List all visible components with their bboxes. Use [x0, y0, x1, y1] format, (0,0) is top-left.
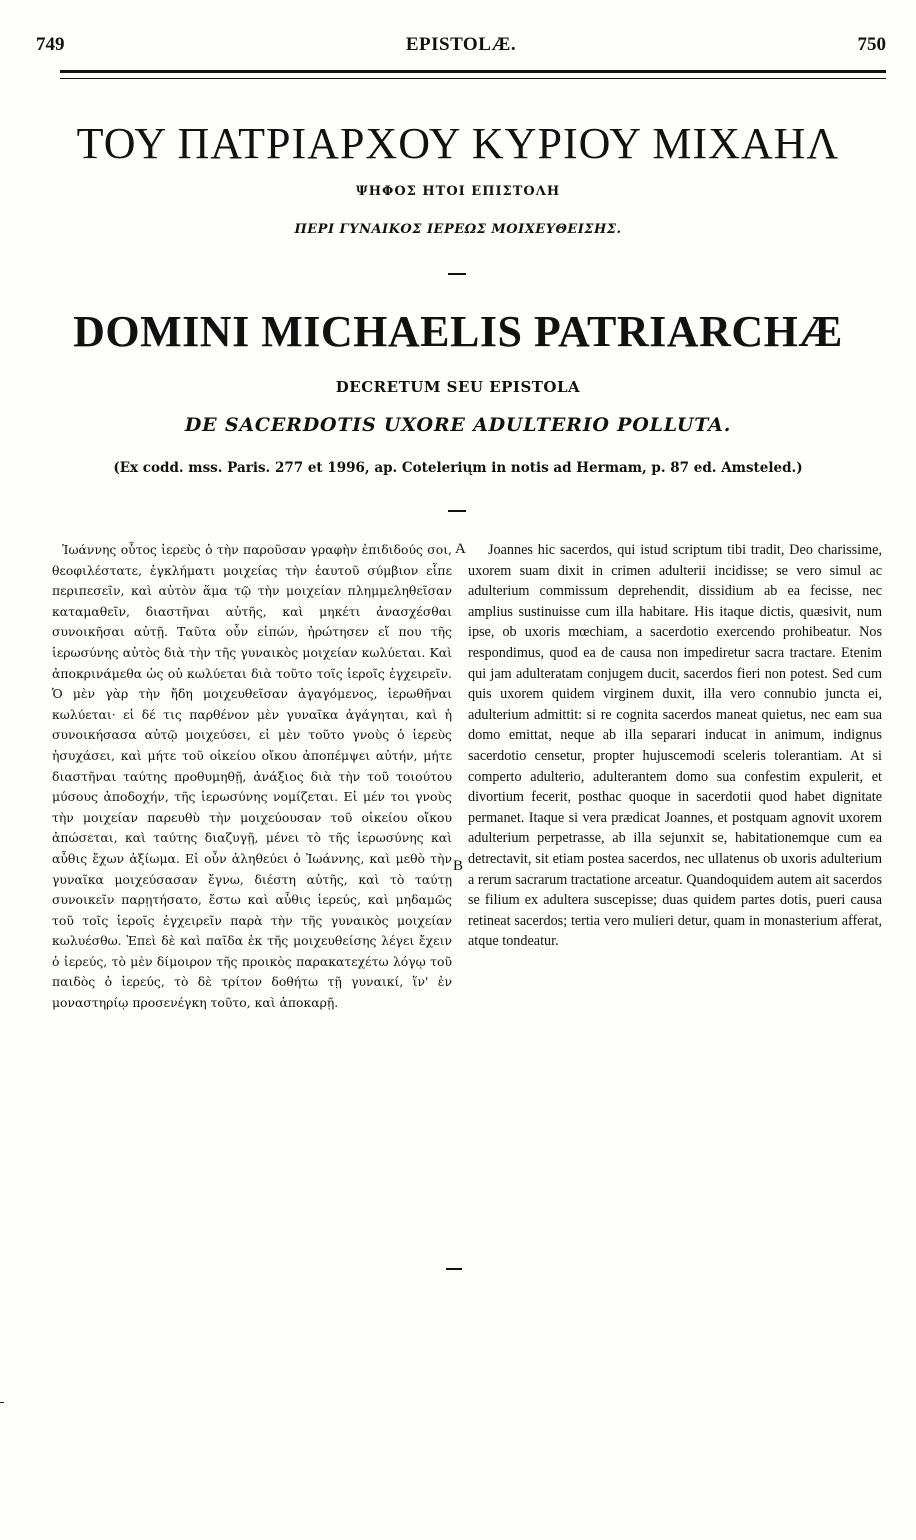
section-divider — [448, 273, 466, 275]
latin-subject: DE SACERDOTIS UXORE ADULTERIO POLLUTA. — [184, 414, 732, 436]
margin-marker-b: B — [453, 858, 464, 874]
greek-column — [52, 540, 452, 1014]
left-page-number: 749 — [36, 34, 65, 55]
margin-marker-a: A — [455, 541, 466, 557]
scan-edge-mark — [0, 1402, 4, 1403]
right-page-number: 750 — [857, 34, 886, 55]
greek-subject: ΠΕΡΙ ΓΥΝΑΙΚΟΣ ΙΕΡΕΩΣ ΜΟΙΧΕΥΘΕΙΣΗΣ. — [294, 222, 622, 237]
section-divider — [448, 510, 466, 512]
running-head — [36, 34, 886, 60]
end-divider — [446, 1268, 462, 1270]
header-rule-thick — [60, 70, 886, 73]
greek-subtitle: ΨΗΦΟΣ ΗΤΟΙ ΕΠΙΣΤΟΛΗ — [355, 184, 561, 199]
latin-column — [468, 540, 882, 952]
greek-title: ΤΟΥ ΠΑΤΡΙΑΡΧΟΥ ΚΥΡΙΟΥ ΜΙΧΑΗΛ — [76, 119, 840, 168]
latin-title: DOMINI MICHAELIS PATRIARCHÆ — [73, 307, 843, 356]
latin-subtitle: DECRETUM SEU EPISTOLA — [335, 378, 581, 396]
greek-paragraph: Ἰωάννης οὗτος ἱερεὺς ὁ τὴν παροῦσαν γραφὴν ἐπιδιδούς σοι, θεοφιλέστατε, ἐγκλήματι μοιχείας τὴν ἑαυτοῦ σύμβιον εἶπε περιπεσεῖν, καὶ αὐτὸν ἅμα τῷ τὴν μοιχείαν πλημμεληθεῖσαν καταμαθεῖν, διαστῆναι αὐτῆς, καὶ μηκέτι ἀνασχέσθαι συνοικῆσαι αὐτῇ. Ταῦτα οὖν εἰπών, ἠρώτησεν εἴ που τῆς ἱερωσύνης αὐτὸς διὰ τὴν τῆς γυναικὸς μοιχείαν κωλύεται. Καὶ ἀποκρινάμεθα ὡς οὐ κωλύεται διὰ τοῦτο τοῖς ἱεροῖς ἐγχειρεῖν. Ὁ μὲν γὰρ τὴν ἤδη μοιχευθεῖσαν ἀγαγόμενος, ἱερωθῆναι κωλύεται· εἰ δέ τις παρθένον μὲν γυναῖκα ἀγάγηται, καὶ ἡ συνοικήσασα αὐτῷ μοιχεύσει, εἰ μὲν τοῦτο γνοὺς ὁ ἱερεὺς ἡσυχάσει, καὶ μήτε τοῦ οἰκείου οἴκου ἀποπέμψει αὐτήν, μήτε διαστῆναι ταύτης προθυμηθῇ, ἀνάξιος διὰ τὴν τοῦ τοιούτου μύσους ἀποδοχήν, τῆς ἱερωσύνης νομίζεται. Εἰ μέν τοι γνοὺς τὴν μοιχείαν παρευθὺ τὴν μοιχεύουσαν τοῦ οἰκείου οἴκου ἀπώσεται, καὶ ταύτης διαζυγῇ, μένει τὸ τῆς ἱερωσύνης καὶ αὖθις ἔχων ἀξίωμα. Εἰ οὖν ἀληθεύει ὁ Ἰωάννης, καὶ μεθὸ τὴν γυναῖκα μοιχεύσασαν ἔγνω, διέστη αὐτῆς, καὶ τὸ ταύτῃ συνοικεῖν παρῃτήσατο, ἔστω καὶ αὖθις ἱερεύς, καὶ μηδαμῶς τοῦ τοῖς ἱεροῖς ἐγχειρεῖν παρὰ τὴν τῆς γυναικὸς μοιχείαν κωλυέσθω. Ἐπεὶ δὲ καὶ παῖδα ἐκ τῆς μοιχευθείσης λέγει ἔχειν ὁ ἱερεύς, τὸ μὲν δίμοιρον τῆς προικὸς παρακατεχέτω λόγῳ τοῦ παιδὸς ὁ ἱερεύς, τὸ δὲ τρίτον δοθήτω τῇ γυναικί, ἵν' ἐν μοναστηρίῳ προσενέγκη τοῦτο, καὶ ἀποκαρῇ. — [52, 542, 452, 1011]
header-rule-thin — [60, 78, 886, 79]
latin-paragraph: Joannes hic sacerdos, qui istud scriptum tibi tradit, Deo charissime, uxorem suam dixit in crimen adulterii incidisse; se vero simul ac adulterium commissum deprehendit, dissidium ab ea fecisse, nec amplius sustinuisse cum illa habitare. His itaque dictis, quæsivit, num ipse, ob uxoris mœchiam, a sacerdotio exercendo prohibeatur. Nos respondimus, quod ea de causa non impediretur sacra tractare. Etenim qui jam adulteratam conjugem ducit, sacerdos fieri non potest. Sed cum quis uxorem quidem virginem duxit, illa vero connubio juncta ei, adulterium admittit: si re cognita sacerdos maneat quietus, nec eam sua domo emittat, neque ab illa separari inducat in animum, indignus sacerdotio censetur, propter hujuscemodi sceleris tolerantiam. At si comperto adulterio, adulterantem domo sua confestim expulerit, et divortium fecerit, posthac quoque in sacerdotii quod habet dignitate permanet. Itaque si vera prædicat Joannes, et postquam agnovit uxorem adulterium perpetrasse, ab illa sejunxit se, habitationemque cum ea detrectavit, sit etiam postea sacerdos, nec ullatenus ob uxoris adulterium a rerum sacrarum tractatione arceatur. Quandoquidem autem ait sacerdos se filium ex adultera suscepisse; duas quidem partes dotis, pueri causa retineat sacerdos; tertia vero mulieri detur, quam in monasterium afferat, atque tondeatur. — [468, 542, 883, 950]
running-title: EPISTOLÆ. — [405, 34, 517, 55]
source-note: (Ex codd. mss. Paris. 277 et 1996, ap. Coteleriųm in notis ad Hermam, p. 87 ed. Amsteled.) — [113, 460, 803, 476]
